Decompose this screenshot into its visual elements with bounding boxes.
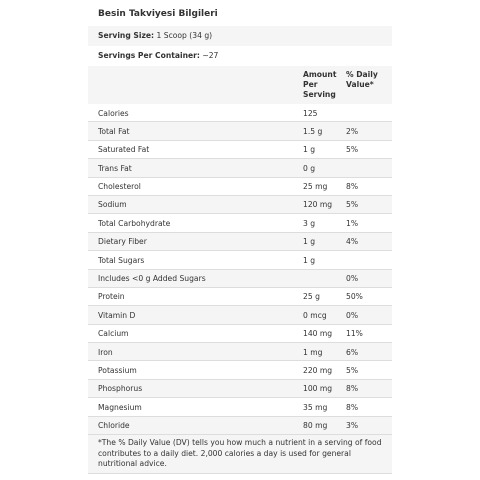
table-row [88,270,392,288]
nutrient-daily-value: 4% [346,237,359,247]
nutrient-daily-value: 6% [346,347,359,357]
table-row [88,104,392,122]
nutrient-daily-value: 5% [346,145,359,155]
nutrient-daily-value: 8% [346,182,359,192]
table-row [88,178,392,196]
nutrient-name: Protein [98,292,125,302]
servings-per-container-label: Servings Per Container: [98,51,200,60]
nutrient-name: Total Fat [98,126,130,136]
serving-size-label: Serving Size: [98,31,155,40]
nutrient-amount: 0 mcg [303,310,327,320]
nutrient-name: Potassium [98,365,137,375]
nutrient-name: Calories [98,108,129,118]
supplement-facts-panel [88,0,392,480]
nutrient-daily-value: 50% [346,292,363,302]
table-row [88,417,392,435]
nutrient-amount: 1 g [303,237,316,247]
nutrient-table [88,104,392,435]
nutrient-daily-value: 8% [346,402,359,412]
title-row [88,0,392,27]
table-row [88,141,392,159]
nutrient-daily-value: 2% [346,126,359,136]
nutrient-daily-value: 1% [346,218,359,228]
daily-value-column-header: % Daily Value* [346,70,378,89]
nutrient-name: Magnesium [98,402,142,412]
nutrient-amount: 25 mg [303,182,328,192]
table-row [88,251,392,269]
servings-per-container-text [98,51,218,60]
nutrient-amount: 1 g [303,255,316,265]
nutrient-amount: 120 mg [303,200,333,210]
nutrient-name: Sodium [98,200,127,210]
nutrient-name: Includes <0 g Added Sugars [98,274,206,284]
nutrient-name: Iron [98,347,113,357]
table-row [88,361,392,379]
nutrient-name: Calcium [98,329,129,339]
nutrient-name: Saturated Fat [98,145,150,155]
table-row [88,398,392,416]
nutrient-daily-value: 0% [346,310,359,320]
nutrient-name: Total Sugars [98,255,145,265]
nutrient-name: Dietary Fiber [98,237,147,247]
table-row [88,233,392,251]
nutrient-daily-value: 8% [346,384,359,394]
nutrient-daily-value: 11% [346,329,363,339]
column-header-row [88,66,392,105]
table-row [88,214,392,232]
amount-column-header: Amount Per Serving [303,70,337,99]
nutrient-daily-value: 0% [346,274,359,284]
table-row [88,122,392,140]
nutrient-amount: 125 [303,108,318,118]
nutrient-daily-value: 3% [346,421,359,431]
serving-size-row [88,26,392,47]
nutrient-amount: 25 g [303,292,320,302]
nutrient-name: Total Carbohydrate [98,218,171,228]
nutrient-amount: 0 g [303,163,316,173]
nutrient-amount: 80 mg [303,421,328,431]
nutrient-name: Phosphorus [98,384,143,394]
table-row [88,159,392,177]
nutrient-amount: 3 g [303,218,316,228]
nutrient-daily-value: 5% [346,365,359,375]
nutrient-name: Trans Fat [98,163,132,173]
nutrient-amount: 1.5 g [303,126,323,136]
panel-title: Besin Takviyesi Bilgileri [98,9,218,19]
table-row [88,380,392,398]
table-row [88,343,392,361]
nutrient-amount: 140 mg [303,329,333,339]
table-row [88,288,392,306]
nutrient-amount: 35 mg [303,402,328,412]
table-row [88,196,392,214]
table-row [88,325,392,343]
footnote-text: *The % Daily Value (DV) tells you how much a nutrient in a serving of food contributes to a daily diet. 2,000 calories a day is used for general nutritional advice. [98,438,382,468]
nutrient-amount: 100 mg [303,384,333,394]
nutrient-amount: 220 mg [303,365,333,375]
servings-per-container-value: ~27 [202,51,219,60]
serving-size-text [98,31,212,40]
nutrient-name: Cholesterol [98,182,141,192]
nutrient-daily-value: 5% [346,200,359,210]
servings-per-container-row [88,46,392,67]
nutrient-name: Vitamin D [98,310,136,320]
serving-size-value: 1 Scoop (34 g) [156,31,213,40]
nutrient-amount: 1 g [303,145,316,155]
table-row [88,306,392,324]
nutrient-amount: 1 mg [303,347,323,357]
nutrient-name: Chloride [98,421,130,431]
footnote-row [88,435,392,474]
